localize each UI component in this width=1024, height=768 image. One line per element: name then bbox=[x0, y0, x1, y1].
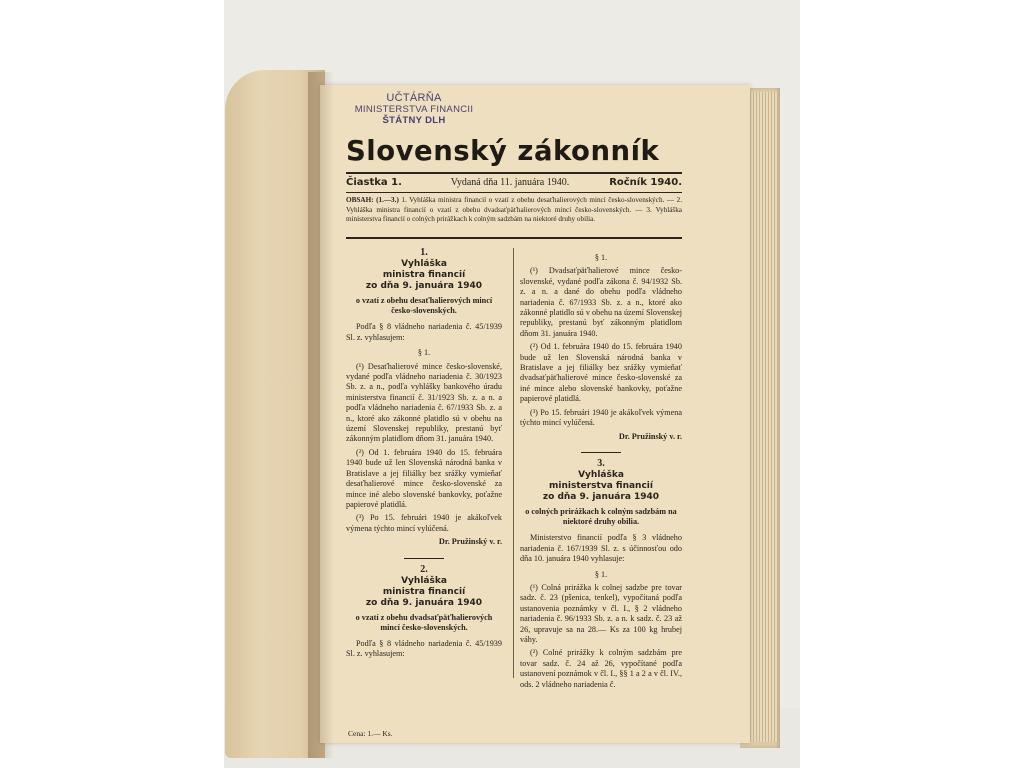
price-label: Cena: 1.— Ks. bbox=[348, 729, 393, 738]
decree-1-subject: o vzatí z obehu desaťhalierových mincí česko-slovenských. bbox=[355, 296, 493, 316]
book-gutter bbox=[308, 72, 334, 758]
decree-2-paragraph: (³) Po 15. februári 1940 je akákoľvek výmena týchto mincí vylúčená. bbox=[520, 407, 682, 428]
decree-1-paragraph: (³) Po 15. februári 1940 je akákoľvek výmena týchto mincí vylúčená. bbox=[346, 513, 502, 533]
contents-text: 1. Vyhláška ministra financií o vzatí z obehu desaťhalierových mincí česko-slovenských. — 2. Vyhláška ministra financií o vzatí z obehu dvadsaťpäťhalierových mincí česko-slovenských. — 3. Vyhláška ministerstva financií o colných prirážkach k colným sadzbám na niektoré druhy obilia. bbox=[346, 196, 682, 224]
separator-rule bbox=[581, 452, 621, 453]
decree-2-paragraph: (¹) Dvadsaťpäťhalierové mince česko-slovenské, vydané podľa zákona č. 94/1932 Sb. z. a n. a dané do obehu podľa vládneho nariadenia č. 67/1933 Sb. z. a n., ktoré ako zákonné platidlo sú v obehu na území Slovenskej republiky, prestanú byť zákonným platidlom dňom 31. januára 1940. bbox=[520, 266, 682, 338]
decree-1-section: § 1. bbox=[417, 348, 431, 358]
contents-rule bbox=[346, 237, 682, 239]
ministry-stamp bbox=[344, 93, 484, 126]
decree-2-paragraph: (²) Od 1. februára 1940 do 15. februára 1940 bude už len Slovenská národná banka v Bratislave a jej filiálky bez srážky vymieňať dvadsaťpäťhalierové mince česko-slovenské za iné mince alebo slovenské bankovky, poťažne papierové platidlá. bbox=[520, 342, 682, 404]
stamp-line-3: ŠTÁTNY DLH bbox=[382, 115, 446, 126]
decree-1-issuer: ministra financií bbox=[382, 270, 466, 281]
decree-3-date: zo dňa 9. januára 1940 bbox=[542, 492, 660, 503]
decree-2-section: § 1. bbox=[594, 253, 608, 262]
decree-1-number: 1. bbox=[420, 247, 428, 258]
decree-2-date: zo dňa 9. januára 1940 bbox=[365, 597, 483, 608]
decree-1-date: zo dňa 9. januára 1940 bbox=[365, 281, 483, 292]
header-rule bbox=[346, 192, 682, 193]
decree-1-signature: Dr. Pružinský v. r. bbox=[438, 537, 502, 547]
decree-2-subject: o vzatí z obehu dvadsaťpäťhalierových mincí česko-slovenských. bbox=[355, 612, 493, 632]
decree-3-number: 3. bbox=[597, 457, 605, 469]
contents-lead: OBSAH: (1.—3.) bbox=[346, 196, 399, 204]
issue-number: Čiastka 1. bbox=[346, 177, 402, 188]
decree-3-issuer: ministerstva financií bbox=[549, 481, 653, 492]
stamp-line-2: MINISTERSTVA FINANCII bbox=[354, 104, 474, 115]
decree-1-intro: Podľa § 8 vládneho nariadenia č. 45/1939 Sl. z. vyhlasujem: bbox=[346, 322, 502, 342]
decree-3-paragraph: (¹) Colná prirážka k colnej sadzbe pre tovar sadz. č. 23 (pšenica, tenkel), vypočítaná podľa ustanovenia poznámky v čl. I., § 2 vládneho nariadenia č. 96/1933 Sb. z. a n. k sadz. č. 23 až 26, upravuje sa na 28.— Ks za 100 kg hrubej váhy. bbox=[520, 582, 682, 644]
right-column bbox=[520, 248, 682, 693]
contents-summary bbox=[346, 196, 682, 225]
column-divider bbox=[513, 248, 514, 678]
decree-2-issuer: ministra financií bbox=[382, 586, 466, 597]
decree-3-subject: o colných prirážkach k colným sadzbám na niektoré druhy obilia. bbox=[525, 507, 677, 527]
decree-1-paragraph: (²) Od 1. februára 1940 do 15. februára 1940 bude už len Slovenská národná banka v Bratislave a jej filiálky bez srážky vymieňať desaťhalierové mince česko-slovenské za mince iné alebo slovenské bankovky, poťažne papierové platidlá. bbox=[346, 447, 502, 509]
decree-2-heading: Vyhláška bbox=[401, 575, 447, 586]
decree-3-heading: Vyhláška bbox=[578, 470, 624, 481]
title-rule bbox=[346, 172, 682, 174]
decree-1-paragraph: (¹) Desaťhalierové mince česko-slovenské, vydané podľa vládneho nariadenia č. 30/1923 Sb. z. a n., podľa vyhlášky bankového úradu ministerstva financií č. 31/1923 Sb. z. a n. a podľa vládneho nariadenia č. 67/1933 Sb. z. a n., ktoré ako zákonné platidlo sú v obehu na území Slovenskej republiky, prestanú byť zákonným platidlom dňom 31. januára 1940. bbox=[346, 361, 502, 444]
decree-3-section: § 1. bbox=[594, 569, 608, 579]
decree-3-intro: Ministerstvo financií podľa § 3 vládneho nariadenia č. 167/1939 Sl. z. s účinnosťou odo dňa 10. januára 1940 vyhlasuje: bbox=[520, 533, 682, 564]
stamp-line-1: UČTÁRŇA bbox=[386, 92, 442, 104]
issue-date: Vydaná dňa 11. januára 1940. bbox=[450, 177, 570, 188]
volume-year: Ročník 1940. bbox=[609, 177, 682, 188]
decree-2-number: 2. bbox=[420, 563, 428, 575]
page-edges bbox=[748, 92, 778, 742]
decree-1-heading: Vyhláška bbox=[401, 259, 447, 270]
decree-2-intro: Podľa § 8 vládneho nariadenia č. 45/1939 Sl. z. vyhlasujem: bbox=[346, 638, 502, 659]
left-column bbox=[346, 248, 502, 663]
decree-3-paragraph: (²) Colné prirážky k colným sadzbám pre tovar sadz. č. 24 až 26, vypočítané podľa ustanovení poznámok v čl. I., §§ 1 a 2 a v čl. IV., ods. 2 vládneho nariadenia č. bbox=[520, 648, 682, 689]
separator-rule bbox=[404, 558, 444, 559]
document-title: Slovenský zákonník bbox=[346, 135, 660, 167]
decree-2-signature: Dr. Pružinský v. r. bbox=[618, 431, 682, 441]
